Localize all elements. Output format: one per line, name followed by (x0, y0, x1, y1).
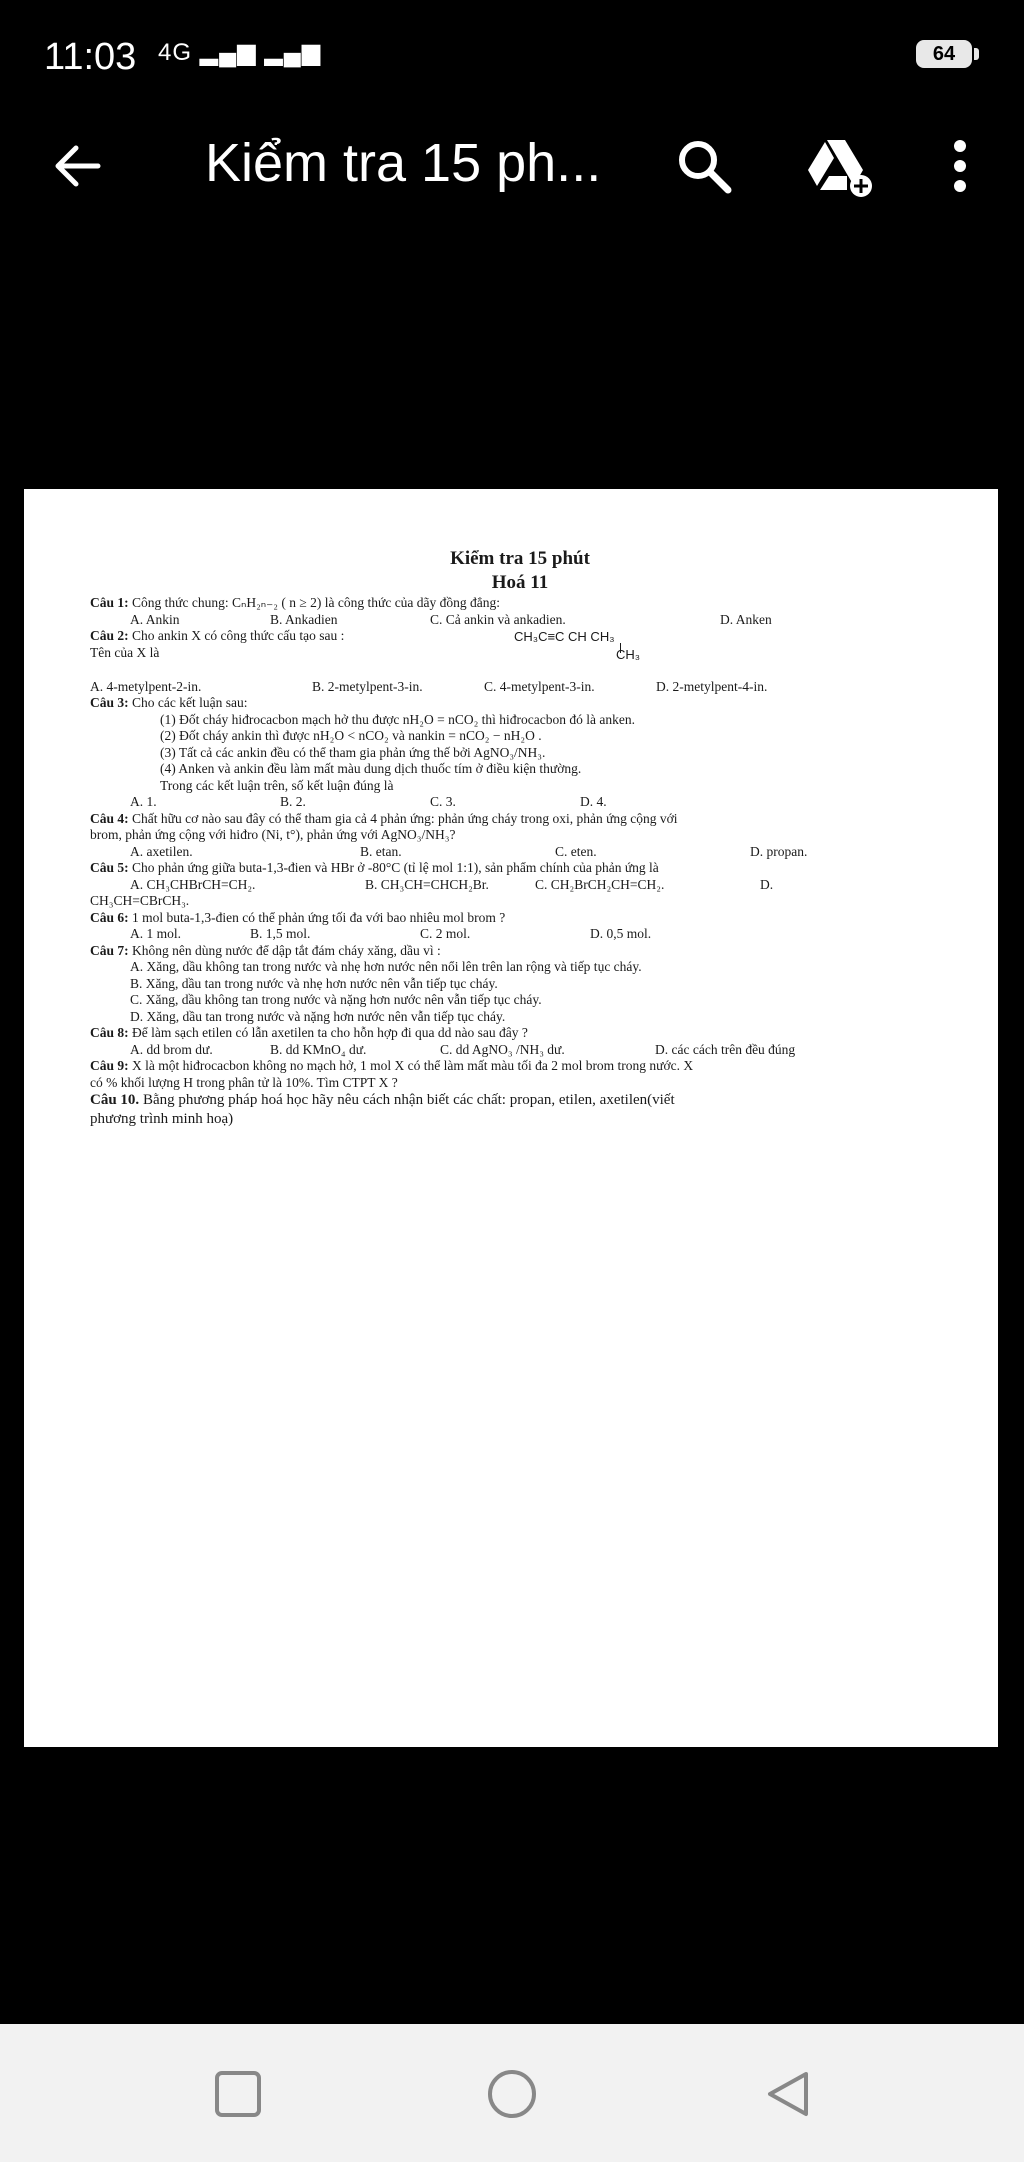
more-vert-icon[interactable] (940, 134, 980, 198)
q3-prompt: Trong các kết luận trên, số kết luận đúng là (160, 777, 394, 793)
q3-statement-4: (4) Anken và ankin đều làm mất màu dung dịch thuốc tím ở điều kiện thường. (160, 761, 582, 776)
q5-option-d: CH₃CH=CBrCH₃. (90, 893, 190, 908)
status-time: 11:03 (44, 36, 137, 78)
question-10: Câu 10. Bằng phương pháp hoá học hãy nêu cách nhận biết các chất: propan, etilen, axetilen(viết (90, 1092, 675, 1108)
question-1: Câu 1: Công thức chung: CₙH₂ₙ₋₂ ( n ≥ 2) là công thức của dãy đồng đẳng: (90, 595, 501, 610)
q4-options: A. axetilen. B. etan. C. eten. D. propan. (130, 843, 808, 859)
q3-statement-2: (2) Đốt cháy ankin thì được nH₂O < nCO₂ và nankin = nCO₂ − nH₂O . (160, 728, 542, 743)
back-triangle-icon[interactable] (762, 2068, 814, 2120)
question-4: Câu 4: Chất hữu cơ nào sau đây có thể tham gia cả 4 phản ứng: phản ứng cháy trong oxi, phản ứng cộng với (90, 810, 678, 826)
home-circle-icon[interactable] (486, 2068, 538, 2120)
q3-options: A. 1. B. 2. C. 3. D. 4. (130, 794, 607, 809)
structural-formula: Tên của X là CH₃C≡C CH CH₃ CH₃ (90, 628, 641, 662)
question-7: Câu 7: Không nên dùng nước để dập tắt đám cháy xăng, dầu vì : (90, 942, 441, 958)
app-bar (0, 110, 1024, 220)
q1-options: A. Ankin B. Ankadien C. Cả ankin và ankadien. D. Anken (130, 611, 772, 627)
question-6: Câu 6: 1 mol buta-1,3-đien có thể phản ứng tối đa với bao nhiêu mol brom ? (90, 909, 506, 925)
network-signal-icon: 4G ▂▄▆ ▂▄▆ (158, 39, 322, 66)
document-title: Kiểm tra 15 ph... (205, 133, 602, 193)
question-2: Câu 2: Cho ankin X có công thức cấu tạo sau : (90, 628, 345, 643)
doc-title: Kiểm tra 15 phút (450, 548, 590, 569)
q7-option-d: D. Xăng, dầu tan trong nước và nặng hơn nước nên vẫn tiếp tục cháy. (130, 1008, 506, 1024)
battery-icon: 64 (916, 40, 972, 68)
q7-option-c: C. Xăng, dầu không tan trong nước và nặng hơn nước nên vẫn tiếp tục cháy. (130, 992, 542, 1007)
q3-statement-1: (1) Đốt cháy hiđrocacbon mạch hở thu được nH₂O = nCO₂ thì hiđrocacbon đó là anken. (160, 711, 635, 727)
q8-options: A. dd brom dư. B. dd KMnO₄ dư. C. dd AgNO₃ /NH₃ dư. D. các cách trên đều đúng (130, 1041, 796, 1057)
system-nav-bar (0, 2024, 1024, 2162)
question-9-cont: có % khối lượng H trong phân tử là 10%. Tìm CTPT X ? (90, 1074, 398, 1090)
question-9: Câu 9: X là một hiđrocacbon không no mạch hở, 1 mol X có thể làm mất màu tối đa 2 mol brom trong nước. X (90, 1058, 694, 1073)
search-icon[interactable] (672, 134, 736, 198)
q2-name-label: Tên của X là (90, 644, 160, 660)
question-8: Câu 8: Để làm sạch etilen có lẫn axetilen ta cho hỗn hợp đi qua dd nào sau đây ? (90, 1025, 528, 1040)
document-page[interactable] (24, 489, 998, 1747)
document-content (90, 547, 950, 1129)
question-10-cont: phương trình minh hoạ) (90, 1111, 234, 1127)
q7-option-b: B. Xăng, dầu tan trong nước và nhẹ hơn nước nên vẫn tiếp tục cháy. (130, 975, 498, 991)
q7-option-a: A. Xăng, dầu không tan trong nước và nhẹ hơn nước nên nổi lên trên lan rộng và tiếp tục cháy. (130, 959, 642, 974)
drive-add-icon[interactable] (805, 134, 875, 198)
recents-square-icon[interactable] (212, 2068, 264, 2120)
doc-subtitle: Hoá 11 (491, 572, 549, 593)
q6-options: A. 1 mol. B. 1,5 mol. C. 2 mol. D. 0,5 mol. (130, 926, 652, 941)
question-3: Câu 3: Cho các kết luận sau: (90, 695, 248, 710)
question-5: Câu 5: Cho phản ứng giữa buta-1,3-đien và HBr ở -80°C (tỉ lệ mol 1:1), sản phẩm chính của phản ứng là (90, 860, 659, 875)
back-arrow-icon[interactable] (50, 138, 106, 194)
question-4-cont: brom, phản ứng cộng với hiđro (Ni, t°), phản ứng với AgNO₃/NH₃? (90, 827, 456, 842)
q2-options: A. 4-metylpent-2-in. B. 2-metylpent-3-in. C. 4-metylpent-3-in. D. 2-metylpent-4-in. (90, 678, 768, 694)
q5-options: A. CH₃CHBrCH=CH₂. B. CH₃CH=CHCH₂Br. C. CH₂BrCH₂CH=CH₂. D. (130, 876, 774, 892)
q3-statement-3: (3) Tất cả các ankin đều có thể tham gia phản ứng thế bởi AgNO₃/NH₃. (160, 744, 546, 760)
status-bar (0, 0, 1024, 110)
